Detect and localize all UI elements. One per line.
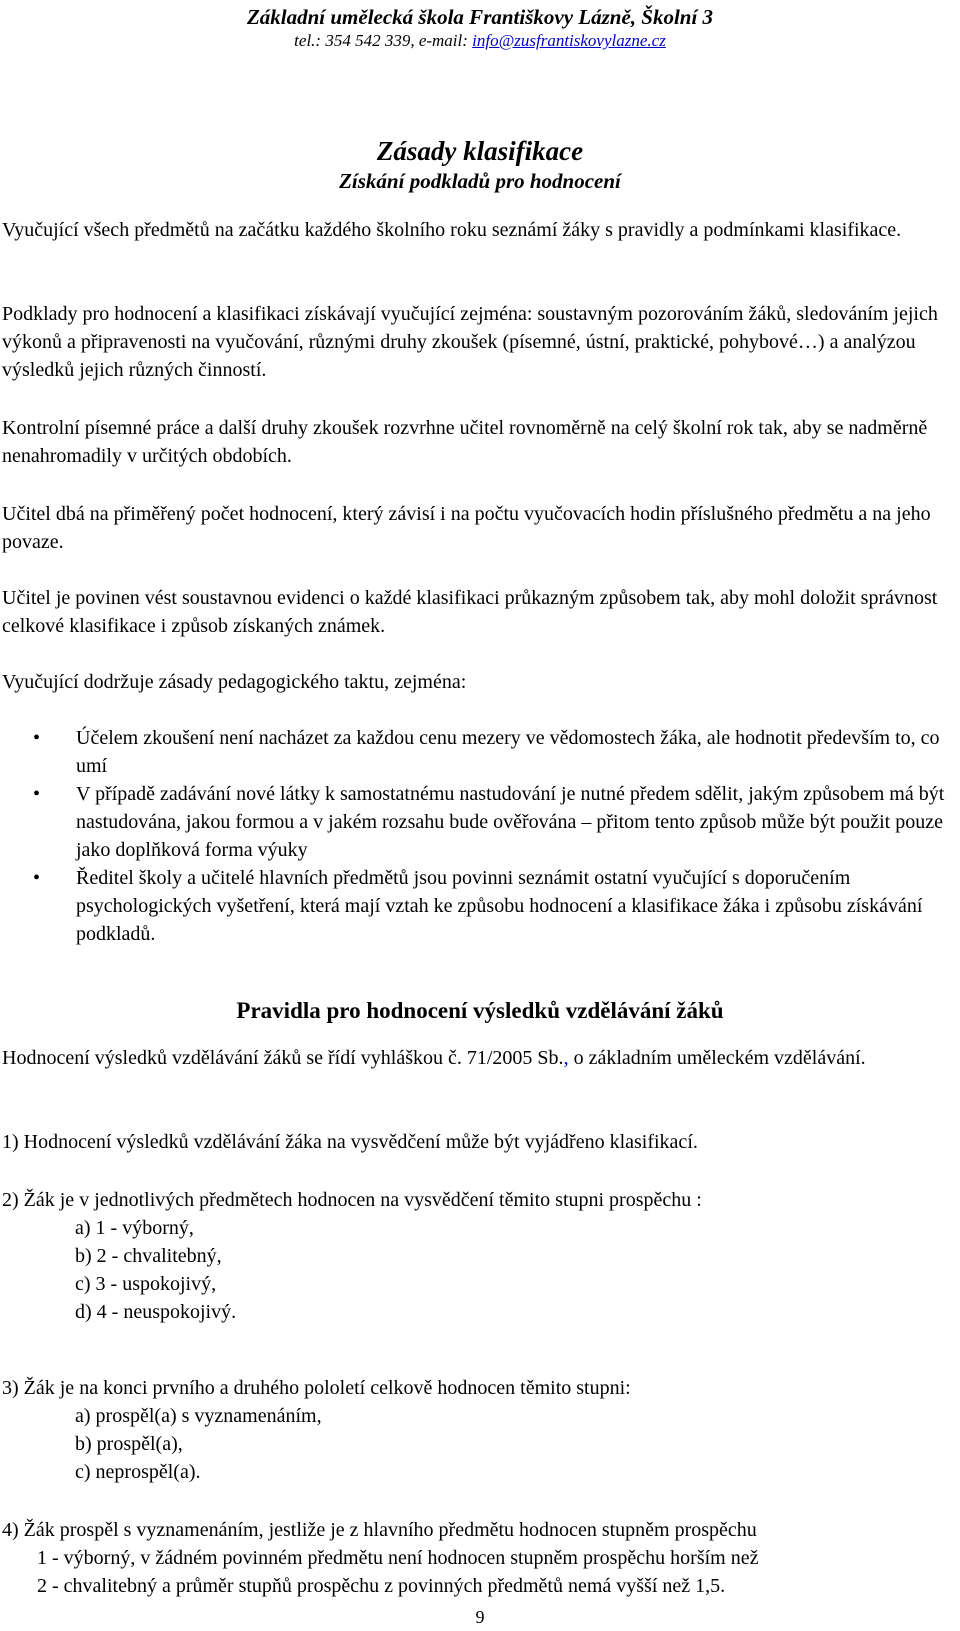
section-title-pravidla: Pravidla pro hodnocení výsledků vzdělávání žáků [236, 998, 724, 1023]
bullet-icon: • [33, 867, 41, 889]
list-item: b) prospěl(a), [75, 1433, 183, 1455]
rule-2: 2) Žák je v jednotlivých předmětech hodnocen na vysvědčení těmito stupni prospěchu : [2, 1189, 702, 1211]
list-item: c) 3 - uspokojivý, [75, 1273, 217, 1295]
list-item: d) 4 - neuspokojivý. [75, 1301, 237, 1323]
list-item-text: Účelem zkoušení není nacházet za každou cenu mezery ve vědomostech žáka, ale hodnotit především to, co umí [76, 727, 940, 777]
list-item: a) 1 - výborný, [75, 1217, 194, 1239]
rule-4-line-3: 2 - chvalitebný a průměr stupňů prospěchu z povinných předmětů nemá vyšší než 1,5. [37, 1575, 726, 1597]
bullet-icon: • [33, 727, 41, 749]
paragraph-podklady: Podklady pro hodnocení a klasifikaci získávají vyučující zejména: soustavným pozorováním žáků, sledováním jejich výkonů a připravenosti na vyučování, různými druhy zkoušek (písemné, ústní, praktické, pohybové…) a analýzou výsledků jejich různých činností. [2, 303, 938, 381]
paragraph-takt: Vyučující dodržuje zásady pedagogického taktu, zejména: [2, 671, 467, 693]
rule-1: 1) Hodnocení výsledků vzdělávání žáka na vysvědčení může být vyjádřeno klasifikací. [2, 1131, 698, 1153]
list-item-text: Ředitel školy a učitelé hlavních předmětů jsou povinni seznámit ostatní vyučující s doporučením psychologických vyšetření, která mají vztah ke způsobu hodnocení a klasifikace žáka i způsobu získávání podkladů. [76, 867, 923, 945]
paragraph-kontrolni: Kontrolní písemné práce a další druhy zkoušek rozvrhne učitel rovnoměrně na celý školní rok tak, aby se nadměrně nenahromadily v určitých obdobích. [2, 417, 928, 467]
paragraph-intro: Vyučující všech předmětů na začátku každého školního roku seznámí žáky s pravidly a podmínkami klasifikace. [2, 219, 902, 241]
list-item [0, 864, 955, 948]
vyhlaska-comma: , [563, 1047, 569, 1069]
list-item: b) 2 - chvalitebný, [75, 1245, 222, 1267]
rule-4-line-1: 4) Žák prospěl s vyznamenáním, jestliže je z hlavního předmětu hodnocen stupněm prospěchu [2, 1519, 757, 1541]
page-header [0, 4, 960, 52]
paragraph-pocet: Učitel dbá na přiměřený počet hodnocení, který závisí i na počtu vyučovacích hodin příslušného předmětu a na jeho povaze. [2, 503, 931, 553]
vyhlaska-text-end: o základním uměleckém vzdělávání. [568, 1047, 866, 1069]
paragraph-evidence: Učitel je povinen vést soustavnou evidenci o každé klasifikaci průkazným způsobem tak, aby mohl doložit správnost celkové klasifikace i způsob získaných známek. [2, 587, 938, 637]
list-item: c) neprospěl(a). [75, 1461, 201, 1483]
paragraph-vyhlaska [2, 1044, 957, 1072]
list-item: a) prospěl(a) s vyznamenáním, [75, 1405, 322, 1427]
rule-3: 3) Žák je na konci prvního a druhého pololetí celkově hodnocen těmito stupni: [2, 1377, 631, 1399]
contact-line [0, 30, 960, 52]
document-title: Zásady klasifikace [376, 136, 584, 166]
list-item-text: V případě zadávání nové látky k samostatnému nastudování je nutné předem sdělit, jakým způsobem má být nastudována, jakou formou a v jakém rozsahu bude ověřována – přitom tento způsob může být použit pouze jako doplňková forma výuky [76, 783, 945, 861]
document-subtitle: Získání podkladů pro hodnocení [339, 169, 621, 193]
page-number: 9 [475, 1607, 485, 1627]
list-item [0, 724, 955, 780]
bullet-icon: • [33, 783, 41, 805]
grade-list [75, 1214, 236, 1326]
school-name: Základní umělecká škola Františkovy Lázně, Školní 3 [246, 5, 714, 29]
rule-4-line-2: 1 - výborný, v žádném povinném předmětu není hodnocen stupněm prospěchu horším než [37, 1547, 759, 1569]
vyhlaska-text: Hodnocení výsledků vzdělávání žáků se řídí vyhláškou č. 71/2005 Sb. [2, 1047, 564, 1069]
list-item [0, 780, 955, 864]
overall-grade-list [75, 1402, 322, 1486]
email-link[interactable]: info@zusfrantiskovylazne.cz [472, 31, 666, 50]
contact-phone: tel.: 354 542 339, e-mail: [294, 31, 473, 50]
takt-bullet-list [0, 724, 955, 948]
